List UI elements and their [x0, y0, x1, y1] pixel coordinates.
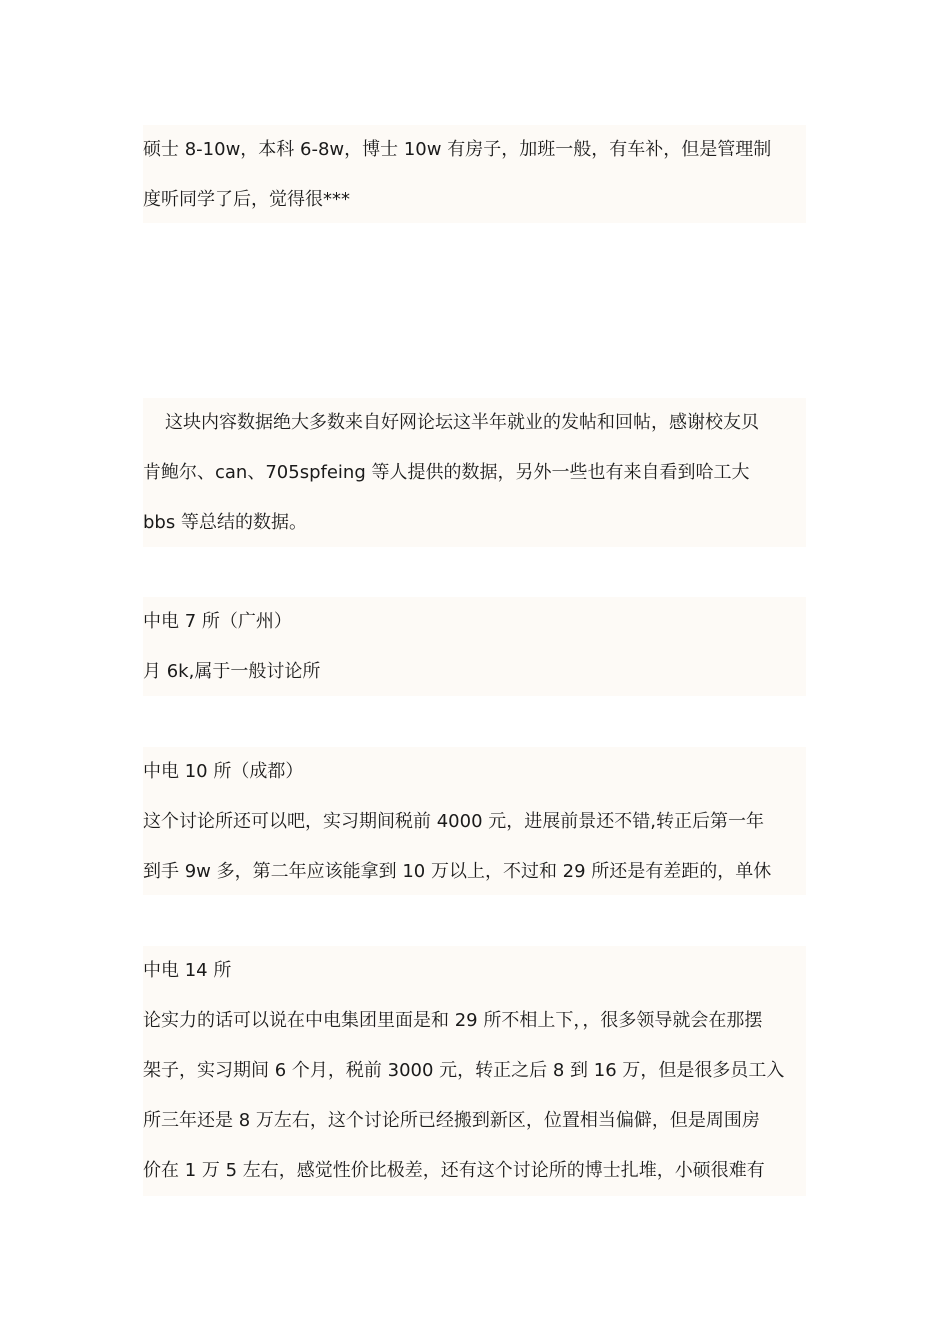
section-cetc-10: [143, 747, 806, 895]
text-line: 度听同学了后，觉得很***: [143, 189, 350, 210]
text-line: 月 6k,属于一般讨论所: [143, 661, 321, 682]
section-heading: 中电 14 所: [143, 960, 232, 981]
text-line: 架子，实习期间 6 个月，税前 3000 元，转正之后 8 到 16 万，但是很多员工入: [143, 1060, 785, 1081]
text-line: 所三年还是 8 万左右，这个讨论所已经搬到新区，位置相当偏僻，但是周围房: [143, 1110, 760, 1131]
section-heading: 中电 10 所（成都）: [143, 761, 304, 782]
text-line: 这个讨论所还可以吧，实习期间税前 4000 元，进展前景还不错,转正后第一年: [143, 811, 764, 832]
text-line: 这块内容数据绝大多数来自好网论坛这半年就业的发帖和回帖，感谢校友贝: [165, 412, 759, 433]
text-line: 到手 9w 多，第二年应该能拿到 10 万以上，不过和 29 所还是有差距的，单休: [143, 861, 772, 882]
text-line: 价在 1 万 5 左右，感觉性价比极差，还有这个讨论所的博士扎堆，小硕很难有: [143, 1160, 765, 1181]
paragraph-data-source: [143, 398, 806, 547]
section-cetc-14: [143, 946, 806, 1196]
text-line: 论实力的话可以说在中电集团里面是和 29 所不相上下，，很多领导就会在那摆: [143, 1010, 763, 1031]
section-cetc-7: [143, 597, 806, 696]
text-line: 硕士 8-10w，本科 6-8w，博士 10w 有房子，加班一般，有车补，但是管理制: [143, 139, 772, 160]
paragraph-salary-summary: [143, 125, 806, 223]
section-heading: 中电 7 所（广州）: [143, 611, 292, 632]
text-line: bbs 等总结的数据。: [143, 512, 307, 533]
text-line: 肯鲍尔、can、705spfeing 等人提供的数据，另外一些也有来自看到哈工大: [143, 462, 750, 483]
